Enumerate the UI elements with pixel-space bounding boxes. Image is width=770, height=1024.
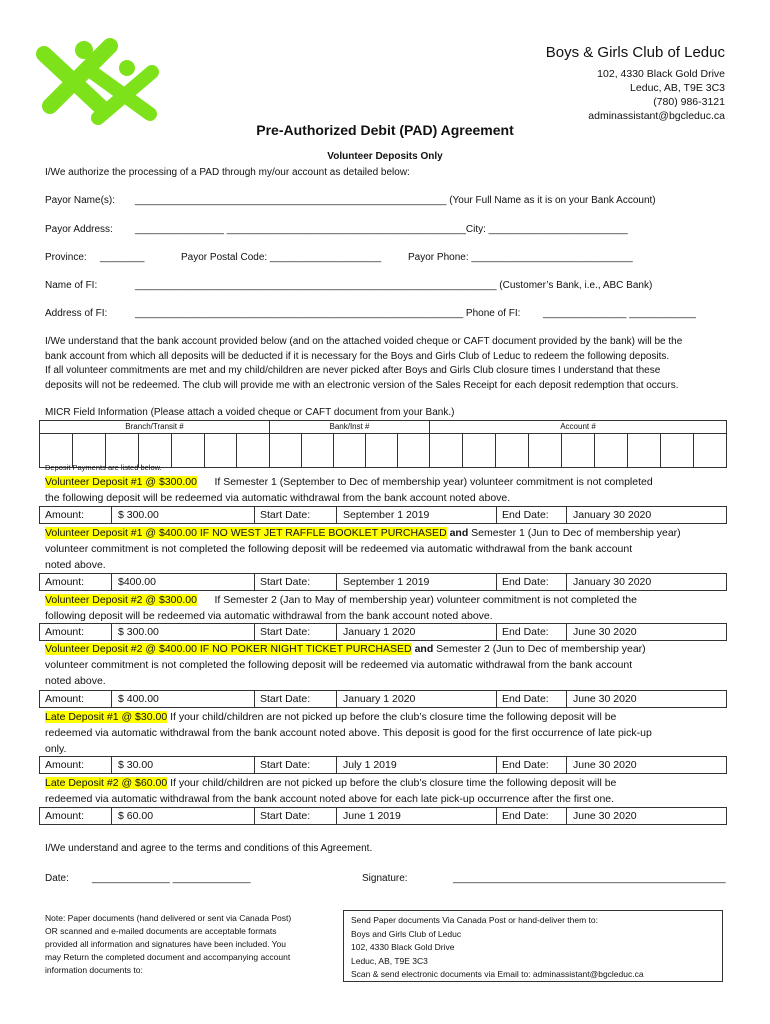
deposit-condition-line: the following deposit will be redeemed via automatic withdrawal from the bank account noted above. [45, 492, 511, 504]
deposit-title: Volunteer Deposit #2 @ $300.00 [45, 594, 197, 606]
end-date-label: End Date: [502, 626, 549, 638]
deposit-condition: If your child/children are not picked up before the club’s closure time the following deposit will be [167, 711, 617, 723]
branch-transit-header: Branch/Transit # [40, 421, 270, 434]
deposit-condition: If Semester 2 (Jan to May of membership year) volunteer commitment is not completed the [196, 594, 637, 606]
end-date-label: End Date: [502, 810, 549, 822]
end-date-label: End Date: [502, 576, 549, 588]
org-address-1: 102, 4330 Black Gold Drive [597, 68, 725, 80]
start-date-label: Start Date: [260, 509, 311, 521]
payor-name-label: Payor Name(s): [45, 195, 116, 206]
micr-digit-cell[interactable] [628, 434, 661, 468]
deposit-description [45, 525, 735, 573]
amount-value: $ 300.00 [118, 626, 159, 638]
end-date-label: End Date: [502, 509, 549, 521]
return-note [45, 912, 325, 977]
end-date-value: June 30 2020 [573, 626, 637, 638]
end-date-value: June 30 2020 [573, 810, 637, 822]
send-line: Boys and Girls Club of Leduc [351, 928, 462, 939]
micr-digit-cell[interactable] [366, 434, 398, 468]
micr-digit-cell[interactable] [595, 434, 628, 468]
account-header: Account # [430, 421, 726, 434]
document-subtitle: Volunteer Deposits Only [327, 151, 443, 162]
deposit-condition-line: redeemed via automatic withdrawal from the bank account noted above for each late pick-up occurrence after the first one. [45, 793, 615, 805]
deposit-description [45, 709, 735, 757]
deposit-title: Volunteer Deposit #1 @ $300.00 [45, 476, 197, 488]
send-line: Leduc, AB, T9E 3C3 [351, 955, 428, 966]
bank-inst-header: Bank/Inst # [270, 421, 430, 434]
club-logo [32, 36, 162, 126]
note-line: Note: Paper documents (hand delivered or sent via Canada Post) [45, 913, 292, 923]
start-date-label: Start Date: [260, 576, 311, 588]
deposit-description [45, 474, 735, 506]
micr-digit-cell[interactable] [237, 434, 270, 468]
start-date-value: July 1 2019 [343, 759, 397, 771]
deposit-condition: Semester 2 (Jun to Dec of membership year) [433, 643, 646, 655]
deposit-amount-row [39, 623, 727, 641]
deposit-amount-row [39, 690, 727, 708]
deposit-condition: If Semester 1 (September to Dec of membership year) volunteer commitment is not completed [196, 476, 653, 488]
end-date-value: January 30 2020 [573, 576, 652, 588]
start-date-value: September 1 2019 [343, 576, 430, 588]
document-title: Pre-Authorized Debit (PAD) Agreement [256, 122, 514, 138]
note-line: may Return the completed document and accompanying account [45, 952, 291, 962]
send-line: 102, 4330 Black Gold Drive [351, 942, 455, 952]
paragraph-line: deposits will not be redeemed. The club will provide me with an electronic version of the Sales Receipt for each deposit redemption that occurs. [45, 379, 679, 391]
date-label: Date: [45, 873, 69, 884]
start-date-label: Start Date: [260, 759, 311, 771]
paragraph-line: bank account from which all deposits will be deducted if it is necessary for the Boys and Girls Club of Leduc to redeem the following deposits. [45, 350, 670, 362]
amount-value: $ 30.00 [118, 759, 154, 771]
deposit-title: Late Deposit #2 @ $60.00 [45, 777, 168, 789]
start-date-label: Start Date: [260, 693, 311, 705]
payor-name-field[interactable]: ________________________________________________________ (Your Full Name as it is on your Bank Account) [135, 195, 656, 206]
payor-phone-field[interactable]: Payor Phone: _____________________________ [408, 252, 633, 263]
micr-digit-cell[interactable] [172, 434, 205, 468]
amount-label: Amount: [45, 810, 85, 822]
end-date-value: June 30 2020 [573, 693, 637, 705]
micr-digit-cell[interactable] [661, 434, 694, 468]
authorize-intro: I/We authorize the processing of a PAD through my/our account as detailed below: [45, 167, 410, 178]
deposit-title: Volunteer Deposit #2 @ $400.00 IF NO POKER NIGHT TICKET PURCHASED [45, 643, 412, 655]
payor-address-field[interactable]: ________________ ___________________________________________City: _________________________ [135, 224, 628, 235]
amount-value: $ 400.00 [118, 693, 159, 705]
province-label: Province: [45, 252, 87, 263]
deposit-condition-line: volunteer commitment is not completed the following deposit will be redeemed via automatic withdrawal from the bank account [45, 659, 633, 671]
signature-field[interactable]: _________________________________________________ [453, 873, 726, 884]
micr-digit-cell[interactable] [562, 434, 595, 468]
micr-digit-cell[interactable] [430, 434, 463, 468]
fi-address-label: Address of FI: [45, 308, 108, 319]
amount-value: $ 60.00 [118, 810, 154, 822]
start-date-label: Start Date: [260, 626, 311, 638]
amount-label: Amount: [45, 693, 85, 705]
start-date-label: Start Date: [260, 810, 311, 822]
deposit-condition-line: following deposit will be redeemed via automatic withdrawal from the bank account noted above. [45, 610, 493, 622]
paragraph-line: If all volunteer commitments are met and my child/children are never picked after Boys and Girls Club closure times I understand that these [45, 365, 661, 376]
agreement-statement: I/We understand and agree to the terms and conditions of this Agreement. [45, 843, 373, 854]
and-word: and [414, 643, 434, 655]
send-line: Scan & send electronic documents via Email to: adminassistant@bgcleduc.ca [351, 969, 644, 979]
deposit-description [45, 775, 735, 807]
deposit-condition-line: redeemed via automatic withdrawal from the bank account noted above. This deposit is good for the first occurrence of late pick-up [45, 727, 652, 739]
deposit-description [45, 592, 735, 624]
understand-paragraph [45, 335, 735, 393]
postal-code-field[interactable]: Payor Postal Code: ____________________ [181, 252, 382, 263]
micr-digit-cell[interactable] [529, 434, 562, 468]
micr-digit-cell[interactable] [270, 434, 302, 468]
send-line: Send Paper documents Via Canada Post or hand-deliver them to: [351, 915, 598, 925]
micr-digit-cell[interactable] [694, 434, 726, 468]
signature-label: Signature: [362, 873, 408, 884]
fi-name-field[interactable]: _________________________________________________________________ (Customer’s Bank, i.e., ABC Bank) [135, 280, 653, 291]
end-date-value: June 30 2020 [573, 759, 637, 771]
send-instructions-box [343, 910, 723, 982]
payor-address-label: Payor Address: [45, 224, 113, 235]
end-date-value: January 30 2020 [573, 509, 652, 521]
note-line: OR scanned and e-mailed documents are acceptable formats [45, 926, 277, 936]
deposit-condition-line: volunteer commitment is not completed the following deposit will be redeemed via automatic withdrawal from the bank account [45, 543, 633, 555]
micr-digit-cell[interactable] [334, 434, 366, 468]
deposit-description [45, 641, 735, 689]
micr-table [39, 420, 727, 468]
fi-name-label: Name of FI: [45, 280, 98, 291]
deposit-amount-row [39, 573, 727, 591]
org-phone: (780) 986-3121 [653, 96, 725, 108]
micr-digit-cell[interactable] [496, 434, 529, 468]
deposit-condition-line: noted above. [45, 559, 106, 571]
amount-label: Amount: [45, 759, 85, 771]
note-line: provided all information and signatures have been included. You [45, 939, 287, 949]
end-date-label: End Date: [502, 693, 549, 705]
date-field[interactable]: ______________ ______________ [92, 873, 251, 884]
paragraph-line: I/We understand that the bank account provided below (and on the attached voided cheque or CAFT document provided by the bank) will be the [45, 336, 683, 347]
fi-phone-field[interactable]: _______________ ____________ [543, 308, 696, 319]
deposit-title: Volunteer Deposit #1 @ $400.00 IF NO WEST JET RAFFLE BOOKLET PURCHASED [45, 527, 447, 539]
micr-digit-cell[interactable] [302, 434, 334, 468]
deposit-title: Late Deposit #1 @ $30.00 [45, 711, 168, 723]
org-email: adminassistant@bgcleduc.ca [588, 110, 725, 122]
org-name: Boys & Girls Club of Leduc [545, 44, 725, 61]
start-date-value: January 1 2020 [343, 693, 416, 705]
micr-label: MICR Field Information (Please attach a voided cheque or CAFT document from your Bank.) [45, 407, 455, 418]
deposit-condition: If your child/children are not picked up before the club’s closure time the following deposit will be [167, 777, 617, 789]
amount-label: Amount: [45, 576, 85, 588]
deposit-amount-row [39, 807, 727, 825]
org-address-2: Leduc, AB, T9E 3C3 [630, 82, 725, 94]
amount-label: Amount: [45, 626, 85, 638]
deposit-amount-row [39, 506, 727, 524]
amount-label: Amount: [45, 509, 85, 521]
start-date-value: September 1 2019 [343, 509, 430, 521]
micr-digit-cell[interactable] [463, 434, 496, 468]
deposit-condition: Semester 1 (Jun to Dec of membership year) [468, 527, 681, 539]
province-field[interactable]: ________ [100, 252, 145, 263]
start-date-value: June 1 2019 [343, 810, 401, 822]
deposit-amount-row [39, 756, 727, 774]
micr-digit-cell[interactable] [398, 434, 430, 468]
end-date-label: End Date: [502, 759, 549, 771]
note-line: information documents to: [45, 965, 143, 975]
amount-value: $ 300.00 [118, 509, 159, 521]
deposit-condition-line: only. [45, 743, 67, 755]
fi-address-field[interactable]: ___________________________________________________________ Phone of FI: [135, 308, 521, 319]
and-word: and [449, 527, 469, 539]
amount-value: $400.00 [118, 576, 156, 588]
micr-digit-cell[interactable] [205, 434, 237, 468]
start-date-value: January 1 2020 [343, 626, 416, 638]
deposit-condition-line: noted above. [45, 675, 106, 687]
deposit-note: Deposit Payments are listed below. [45, 463, 162, 472]
